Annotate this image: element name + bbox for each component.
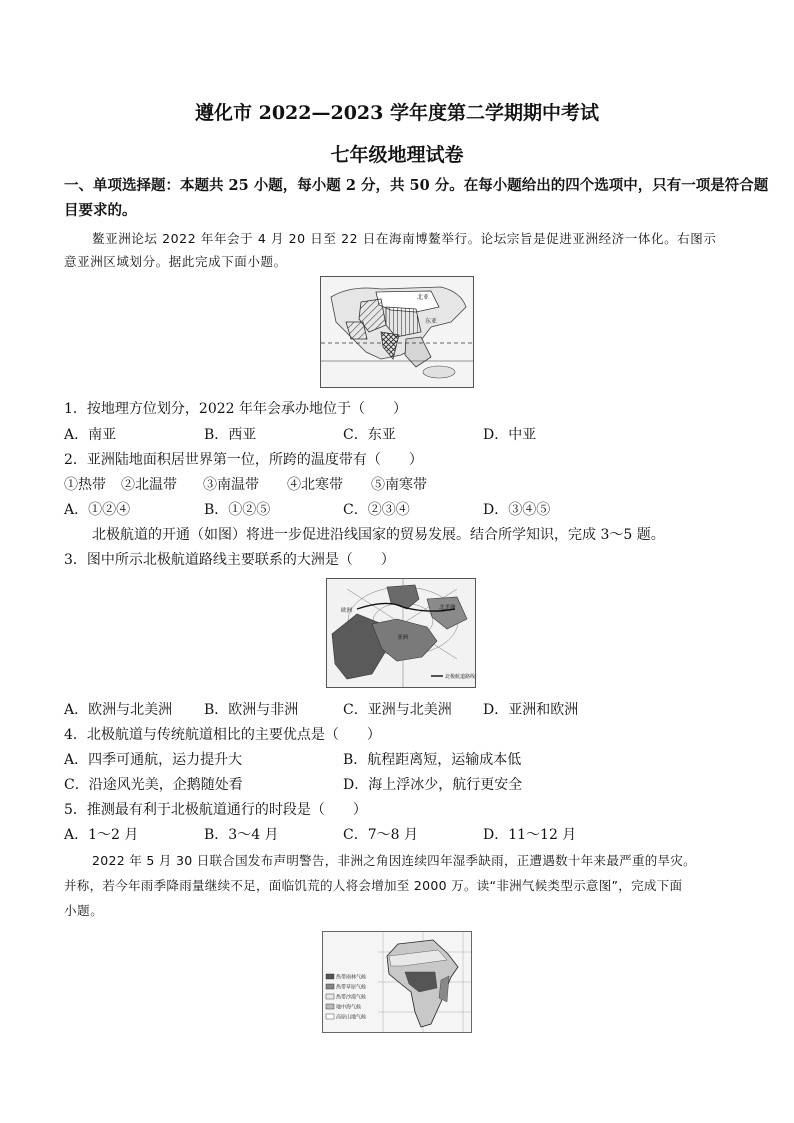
section-instructions: 一、单项选择题：本题共 25 小题，每小题 2 分，共 50 分。在每小题给出的四个选项中，只有一项是符合题 [64, 177, 769, 194]
q3-option-b[interactable]: B．欧洲与非洲 [204, 702, 299, 718]
q1-option-c[interactable]: C．东亚 [343, 427, 396, 443]
question-2: 2．亚洲陆地面积居世界第一位，所跨的温度带有（ ） [64, 452, 423, 468]
passage-3-line2: 并称，若今年雨季降雨量继续不足，面临饥荒的人将会增加至 2000 万。读“非洲气候类型示意图”，完成下面 [64, 878, 683, 893]
q2-zone-4: ④北寒带 [287, 477, 343, 493]
passage-3-line3: 小题。 [64, 903, 104, 918]
question-4: 4．北极航道与传统航道相比的主要优点是（ ） [64, 727, 381, 743]
q4-option-d[interactable]: D．海上浮冰少，航行更安全 [343, 777, 523, 793]
passage-1-line1: 鳌亚洲论坛 2022 年年会于 4 月 20 日至 22 日在海南博鳌举行。论坛宗旨是促进亚洲经济一体化。右图示 [92, 231, 717, 246]
passage-1-line2: 意亚洲区域划分。据此完成下面小题。 [64, 254, 287, 269]
map3-legend-1: 热带雨林气候 [336, 974, 367, 981]
map2-label-north-america: 北美洲 [439, 605, 456, 611]
q2-zone-2: ②北温带 [121, 477, 177, 493]
arctic-route-map [326, 578, 476, 688]
passage-2: 北极航道的开通（如图）将进一步促进沿线国家的贸易发展。结合所学知识，完成 3～5 题。 [92, 527, 665, 543]
africa-climate-map [322, 931, 472, 1033]
q2-zone-5: ⑤南寒带 [371, 477, 427, 493]
q4-option-a[interactable]: A．四季可通航，运力提升大 [64, 752, 243, 768]
q2-option-a[interactable]: A．①②④ [64, 502, 131, 518]
map2-label-europe: 欧洲 [341, 608, 353, 614]
arctic-map-drawing [327, 579, 475, 687]
q5-option-b[interactable]: B．3～4 月 [204, 827, 279, 843]
q2-zone-1: ①热带 [64, 477, 106, 493]
map3-legend-3: 热带沙漠气候 [336, 994, 367, 1001]
exam-title: 遵化市 2022—2023 学年度第二学期期中考试 [195, 102, 599, 124]
q5-option-d[interactable]: D．11～12 月 [483, 827, 577, 843]
map3-legend-4: 地中海气候 [336, 1004, 362, 1011]
map2-label-asia: 亚洲 [397, 635, 409, 641]
q2-option-d[interactable]: D．③④⑤ [483, 502, 551, 518]
q4-option-b[interactable]: B．航程距离短，运输成本低 [343, 752, 522, 768]
passage-3-line1: 2022 年 5 月 30 日联合国发布声明警告，非洲之角因连续四年湿季缺雨，正遭遇数十年来最严重的旱灾。 [92, 853, 696, 868]
question-5: 5．推测最有利于北极航道通行的时段是（ ） [64, 802, 367, 818]
africa-map-drawing [323, 932, 471, 1032]
map2-legend: 北极航道路线 [445, 674, 475, 680]
question-3: 3．图中所示北极航道路线主要联系的大洲是（ ） [64, 552, 395, 568]
q5-option-a[interactable]: A．1～2 月 [64, 827, 139, 843]
asia-map-drawing [321, 277, 473, 387]
map1-label-east: 东亚 [425, 318, 438, 325]
map1-label-north: 北亚 [417, 294, 430, 301]
q4-option-c[interactable]: C．沿途风光美，企鹅随处看 [64, 777, 243, 793]
q2-zone-3: ③南温带 [203, 477, 259, 493]
q3-option-c[interactable]: C．亚洲与北美洲 [343, 702, 452, 718]
q3-option-d[interactable]: D．亚洲和欧洲 [483, 702, 579, 718]
map3-legend-2: 热带草原气候 [336, 984, 367, 991]
q1-option-d[interactable]: D．中亚 [483, 427, 537, 443]
exam-subtitle: 七年级地理试卷 [330, 144, 464, 166]
section-instructions-cont: 目要求的。 [64, 202, 137, 219]
question-1: 1．按地理方位划分，2022 年年会承办地位于（ ） [64, 401, 407, 417]
q3-option-a[interactable]: A．欧洲与北美洲 [64, 702, 173, 718]
q2-option-c[interactable]: C．②③④ [343, 502, 410, 518]
q1-option-a[interactable]: A．南亚 [64, 427, 117, 443]
q5-option-c[interactable]: C．7～8 月 [343, 827, 418, 843]
asia-regions-map [320, 276, 474, 388]
q2-option-b[interactable]: B．①②⑤ [204, 502, 271, 518]
q1-option-b[interactable]: B．西亚 [204, 427, 257, 443]
map3-legend-5: 高原山地气候 [336, 1014, 367, 1021]
